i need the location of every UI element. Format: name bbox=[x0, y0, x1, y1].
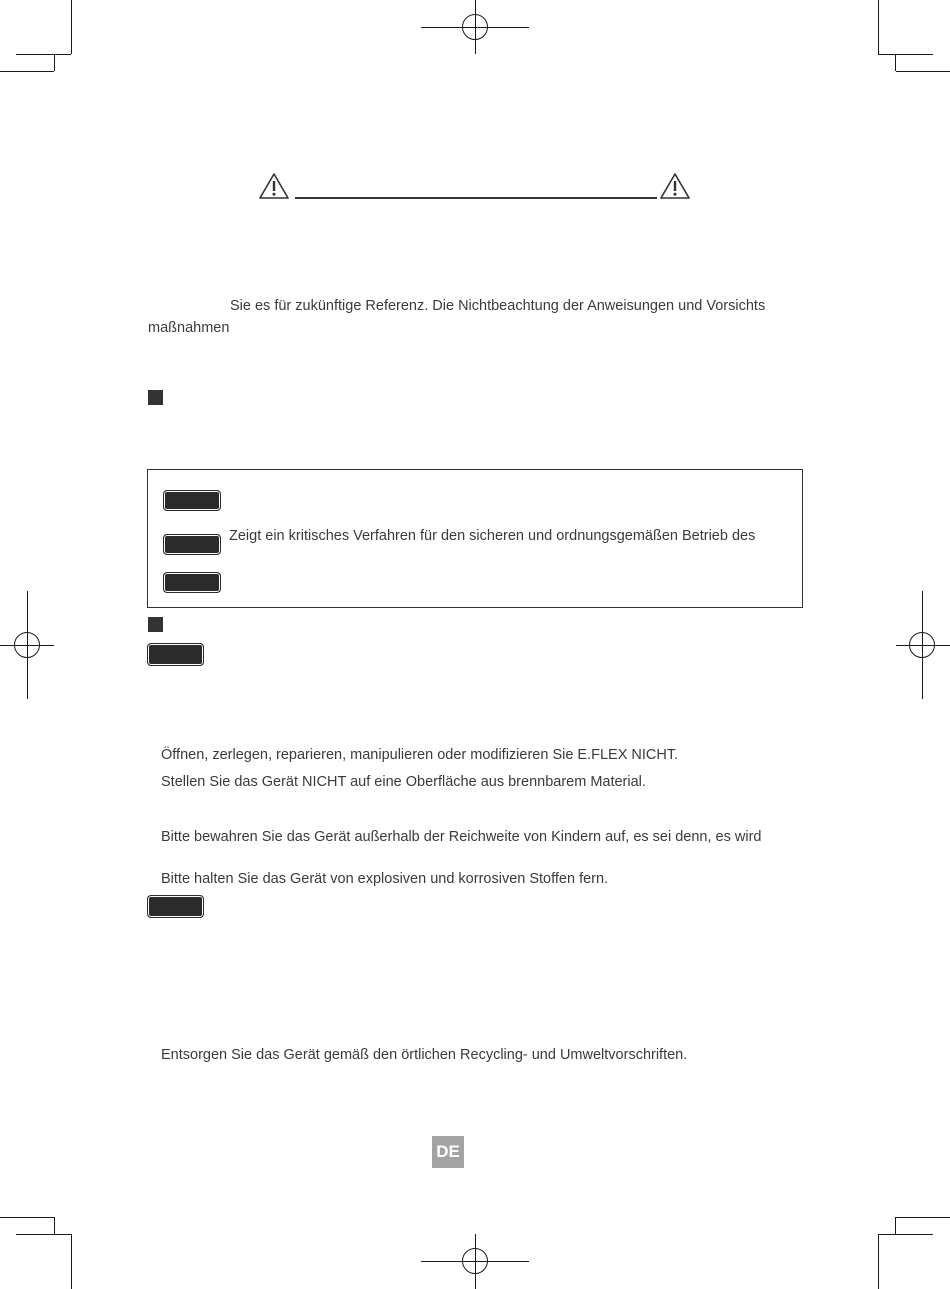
section-bullet bbox=[148, 390, 163, 405]
intro-text-line-2: maßnahmen bbox=[148, 320, 230, 336]
intro-text-line-1: Sie es für zukünftige Referenz. Die Nichtbeachtung der Anweisungen und Vorsichts bbox=[230, 298, 766, 314]
signal-word-badge bbox=[163, 490, 221, 511]
warning-icon bbox=[659, 172, 691, 200]
legend-entry-text: Zeigt ein kritisches Verfahren für den sicheren und ordnungsgemäßen Betrieb des bbox=[229, 528, 756, 544]
title-rule bbox=[295, 197, 657, 199]
signal-word-badge bbox=[163, 572, 221, 593]
safety-instruction: Bitte halten Sie das Gerät von explosiven und korrosiven Stoffen fern. bbox=[161, 871, 609, 887]
crop-mark bbox=[54, 1217, 55, 1234]
crop-mark bbox=[71, 0, 72, 54]
crop-mark bbox=[0, 71, 54, 72]
safety-instruction: Bitte bewahren Sie das Gerät außerhalb der Reichweite von Kindern auf, es sei denn, es wird bbox=[161, 829, 762, 845]
crop-mark bbox=[54, 54, 55, 71]
signal-word-badge bbox=[147, 643, 204, 666]
language-badge: DE bbox=[432, 1136, 464, 1168]
crop-mark bbox=[896, 1217, 950, 1218]
crop-mark bbox=[896, 71, 950, 72]
crop-mark bbox=[0, 1217, 54, 1218]
crop-mark bbox=[878, 0, 879, 54]
crop-mark bbox=[71, 1234, 72, 1289]
crop-mark bbox=[895, 1217, 896, 1234]
safety-instruction: Entsorgen Sie das Gerät gemäß den örtlichen Recycling- und Umweltvorschriften. bbox=[161, 1047, 688, 1063]
signal-word-badge bbox=[163, 534, 221, 555]
signal-word-legend bbox=[147, 469, 803, 608]
crop-mark bbox=[16, 1234, 71, 1235]
safety-instruction: Stellen Sie das Gerät NICHT auf eine Oberfläche aus brennbarem Material. bbox=[161, 774, 646, 790]
crop-mark bbox=[878, 1234, 933, 1235]
crop-mark bbox=[895, 54, 896, 71]
crop-mark bbox=[878, 1234, 879, 1289]
crop-mark bbox=[878, 54, 933, 55]
signal-word-badge bbox=[147, 895, 204, 918]
warning-icon bbox=[258, 172, 290, 200]
crop-mark bbox=[16, 54, 71, 55]
safety-instruction: Öffnen, zerlegen, reparieren, manipulieren oder modifizieren Sie E.FLEX NICHT. bbox=[161, 747, 679, 763]
section-bullet bbox=[148, 617, 163, 632]
